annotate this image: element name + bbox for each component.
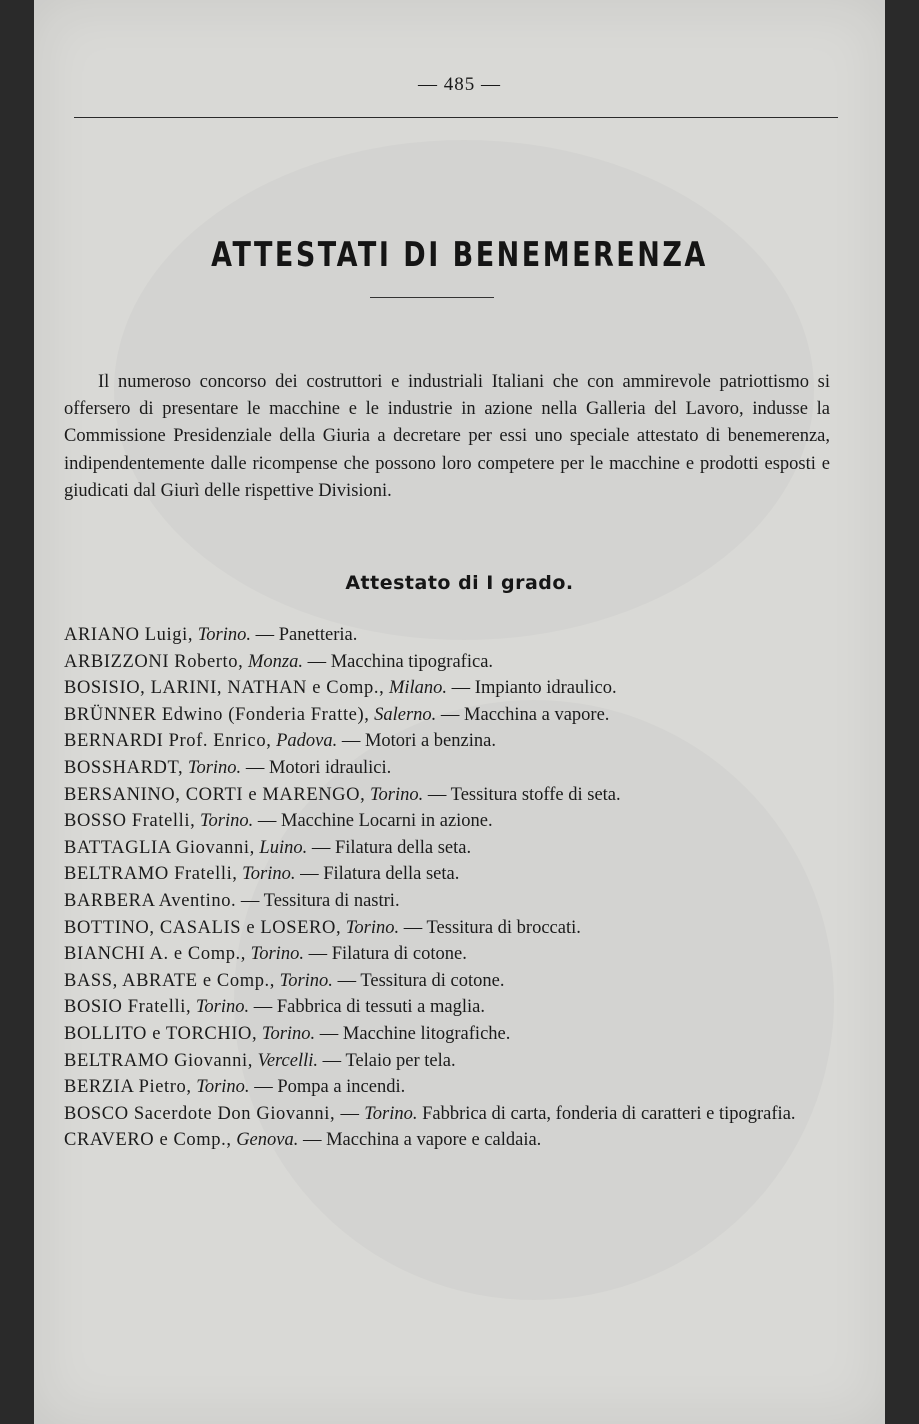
entry-name: BERZIA Pietro,: [64, 1077, 192, 1098]
entry-description: — Filatura di cotone.: [308, 944, 467, 965]
entry-city: Padova.: [276, 731, 338, 752]
entry-city: Torino.: [196, 1077, 250, 1098]
entry-city: Torino.: [364, 1103, 418, 1124]
list-item: [64, 968, 830, 995]
entry-description: Fabbrica di carta, fonderia di caratteri e tipografia.: [422, 1103, 796, 1124]
list-item: [64, 1074, 830, 1101]
header-rule: [74, 117, 838, 118]
entry-name: BARBERA Aventino.: [64, 890, 237, 911]
title-rule: [370, 297, 494, 298]
entry-name: BOSCO Sacerdote Don Giovanni, —: [64, 1103, 360, 1124]
entry-name: CRAVERO e Comp.,: [64, 1130, 232, 1151]
intro-paragraph: Il numeroso concorso dei costruttori e industriali Italiani che con ammirevole patriottismo si offersero di presentare le macchine e le industrie in azione nella Galleria del Lavoro, indusse la Commissione Presidenziale della Giuria a decretare per essi uno speciale attestato di benemerenza, indipendentemente dalle ricompense che possono loro competere per le macchine e prodotti esposti e giudicati dal Giurì delle rispettive Divisioni.: [64, 372, 830, 501]
list-item: [64, 675, 830, 702]
list-item: [64, 622, 830, 649]
entry-city: Torino.: [187, 757, 242, 778]
entry-city: Torino.: [197, 625, 252, 645]
page-number: — 485 —: [418, 74, 501, 95]
list-item: [64, 755, 830, 782]
entry-city: Torino.: [199, 811, 254, 832]
entry-city: Torino.: [242, 864, 296, 885]
entry-description: — Fabbrica di tessuti a maglia.: [253, 997, 485, 1018]
list-item: [64, 915, 830, 942]
entry-city: Monza.: [247, 651, 303, 672]
entry-city: Torino.: [261, 1023, 316, 1044]
list-item: [64, 702, 830, 729]
entry-name: BRÜNNER Edwino (Fonderia Fratte),: [64, 704, 370, 725]
entry-description: — Motori a benzina.: [341, 731, 496, 752]
entry-city: Torino.: [369, 784, 424, 805]
list-item: [64, 649, 830, 676]
list-item: [64, 1101, 830, 1128]
entry-description: — Macchina a vapore e caldaia.: [302, 1130, 542, 1151]
entry-name: BOSISIO, LARINI, NATHAN e Comp.,: [64, 678, 385, 699]
entry-name: BOTTINO, CASALIS e LOSERO,: [64, 917, 342, 938]
entry-name: BELTRAMO Giovanni,: [64, 1050, 253, 1071]
entry-name: BERNARDI Prof. Enrico,: [64, 731, 272, 752]
entry-name: ARBIZZONI Roberto,: [64, 651, 244, 672]
entry-city: Torino.: [250, 944, 304, 965]
list-item: [64, 728, 830, 755]
entry-description: — Panetteria.: [255, 625, 358, 645]
entry-city: Torino.: [345, 917, 400, 938]
entry-name: BERSANINO, CORTI e MARENGO,: [64, 784, 366, 805]
list-item: [64, 941, 830, 968]
entry-name: BOLLITO e TORCHIO,: [64, 1023, 258, 1044]
entry-description: — Tessitura di cotone.: [337, 970, 505, 991]
entry-description: — Motori idraulici.: [245, 757, 392, 778]
entry-city: Torino.: [195, 997, 250, 1018]
entry-description: — Macchine Locarni in azione.: [257, 811, 493, 832]
list-item: [64, 1021, 830, 1048]
entry-description: — Macchina tipografica.: [307, 651, 494, 672]
entry-description: — Macchina a vapore.: [440, 704, 610, 725]
list-item: [64, 1127, 830, 1154]
entry-name: ARIANO Luigi,: [64, 625, 194, 645]
entry-name: BELTRAMO Fratelli,: [64, 864, 238, 885]
list-item: [64, 835, 830, 862]
entry-description: — Filatura della seta.: [300, 864, 460, 885]
list-item: [64, 1048, 830, 1075]
document-page: [34, 0, 885, 1424]
entry-city: Vercelli.: [257, 1050, 319, 1071]
list-item: [64, 994, 830, 1021]
entry-description: — Tessitura di nastri.: [240, 890, 400, 911]
entry-city: Genova.: [236, 1130, 299, 1151]
entry-name: BASS, ABRATE e Comp.,: [64, 970, 275, 991]
list-item: [64, 808, 830, 835]
entry-description: — Telaio per tela.: [322, 1050, 456, 1071]
entry-name: BOSIO Fratelli,: [64, 997, 192, 1018]
list-item: [64, 861, 830, 888]
entry-name: BOSSO Fratelli,: [64, 811, 196, 832]
entry-description: — Tessitura di broccati.: [403, 917, 581, 938]
entry-city: Torino.: [279, 970, 333, 991]
entry-description: — Filatura della seta.: [311, 837, 472, 858]
entry-description: — Macchine litografiche.: [319, 1023, 511, 1044]
list-item: [64, 782, 830, 809]
entry-city: Luino.: [259, 837, 308, 858]
list-item: [64, 888, 830, 915]
award-list: [64, 622, 830, 1154]
entry-name: BIANCHI A. e Comp.,: [64, 944, 247, 965]
subsection-title: Attestato di I grado.: [345, 572, 574, 594]
entry-city: Salerno.: [374, 704, 437, 725]
entry-description: — Pompa a incendi.: [254, 1077, 406, 1098]
section-title: ATTESTATI DI BENEMERENZA: [211, 236, 708, 275]
entry-city: Milano.: [388, 678, 448, 699]
entry-description: — Impianto idraulico.: [451, 678, 617, 699]
entry-description: — Tessitura stoffe di seta.: [427, 784, 621, 805]
entry-name: BOSSHARDT,: [64, 757, 184, 778]
entry-name: BATTAGLIA Giovanni,: [64, 837, 255, 858]
